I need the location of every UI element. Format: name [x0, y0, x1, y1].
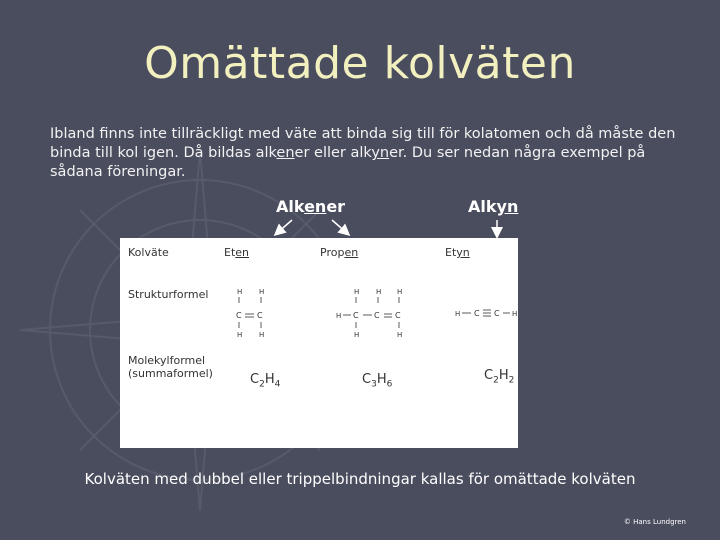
hydrogen-atom: H [259, 288, 265, 296]
c2h2-h-count: 2 [508, 375, 515, 386]
etyn-underlined: yn [456, 246, 470, 259]
c2h2-c-count: 2 [493, 375, 499, 386]
formula-c2h2: $C_2H_2$ [484, 368, 515, 386]
arrow-to-propen [332, 220, 348, 234]
alkyn-prefix: Alk [468, 197, 497, 216]
intro-text-2: er eller alk [294, 145, 372, 161]
slide-title: Omättade kolväten [144, 38, 576, 89]
carbon-atom: C [236, 311, 242, 320]
molekylformel-text: Molekylformel [128, 354, 206, 367]
c3h6-h-count: 6 [386, 379, 393, 390]
hydrogen-atom: H [354, 288, 360, 296]
hydrogen-atom: H [336, 312, 342, 320]
intro-alkene-underlined: en [276, 145, 295, 161]
hydrogen-atom: H [512, 310, 518, 318]
structural-formulas [120, 238, 518, 448]
propen-underlined: en [344, 246, 359, 259]
hydrogen-atom: H [397, 331, 403, 339]
row-label-kolvate: Kolväte [128, 246, 169, 259]
formula-c2h4: $C_2H_4$ [250, 372, 281, 390]
etyn-prefix: Et [445, 246, 457, 259]
c2h4-h-count: 4 [274, 379, 281, 390]
hydrogen-atom: H [259, 331, 265, 339]
intro-text-1: Ibland finns inte tillräckligt med väte att binda sig till för kolatomen och då måste den binda till kol igen. Då bildas alk [50, 126, 676, 161]
hydrogen-atom: H [397, 288, 403, 296]
intro-alkyne-underlined: yn [371, 145, 390, 161]
propen-structure [336, 288, 402, 339]
hydrogen-atom: H [354, 331, 360, 339]
carbon-atom: C [374, 311, 380, 320]
hydrogen-atom: H [237, 288, 243, 296]
carbon-atom: C [257, 311, 263, 320]
summary-statement: Kolväten med dubbel eller trippelbindningar kallas för omättade kolväten [84, 470, 636, 488]
alkener-prefix: Alk [276, 197, 305, 216]
summaformel-text: (summaformel) [128, 367, 213, 380]
carbon-atom: C [353, 311, 359, 320]
propen-prefix: Prop [320, 246, 345, 259]
hydrogen-atom: H [376, 288, 382, 296]
eten-structure [236, 288, 264, 339]
c3h6-c-count: 3 [371, 379, 377, 390]
alkener-underlined: en [304, 197, 327, 216]
etyn-structure [455, 309, 517, 318]
carbon-atom: C [494, 309, 500, 318]
alkyn-underlined: yn [496, 197, 519, 216]
carbon-atom: C [395, 311, 401, 320]
hydrogen-atom: H [237, 331, 243, 339]
hydrogen-atom: H [455, 310, 461, 318]
intro-text-3: er. Du ser nedan några exempel på sådana föreningar. [50, 145, 646, 180]
formula-c3h6: $C_3H_6$ [362, 372, 393, 390]
alkener-suffix: er [326, 197, 346, 216]
hydrocarbon-table [120, 238, 518, 448]
row-label-strukturformel: Strukturformel [128, 288, 209, 301]
carbon-atom: C [474, 309, 480, 318]
arrow-to-eten [276, 220, 292, 234]
eten-prefix: Et [224, 246, 236, 259]
eten-underlined: en [235, 246, 250, 259]
c2h4-c-count: 2 [259, 379, 265, 390]
copyright-notice: © Hans Lundgren [623, 518, 686, 526]
